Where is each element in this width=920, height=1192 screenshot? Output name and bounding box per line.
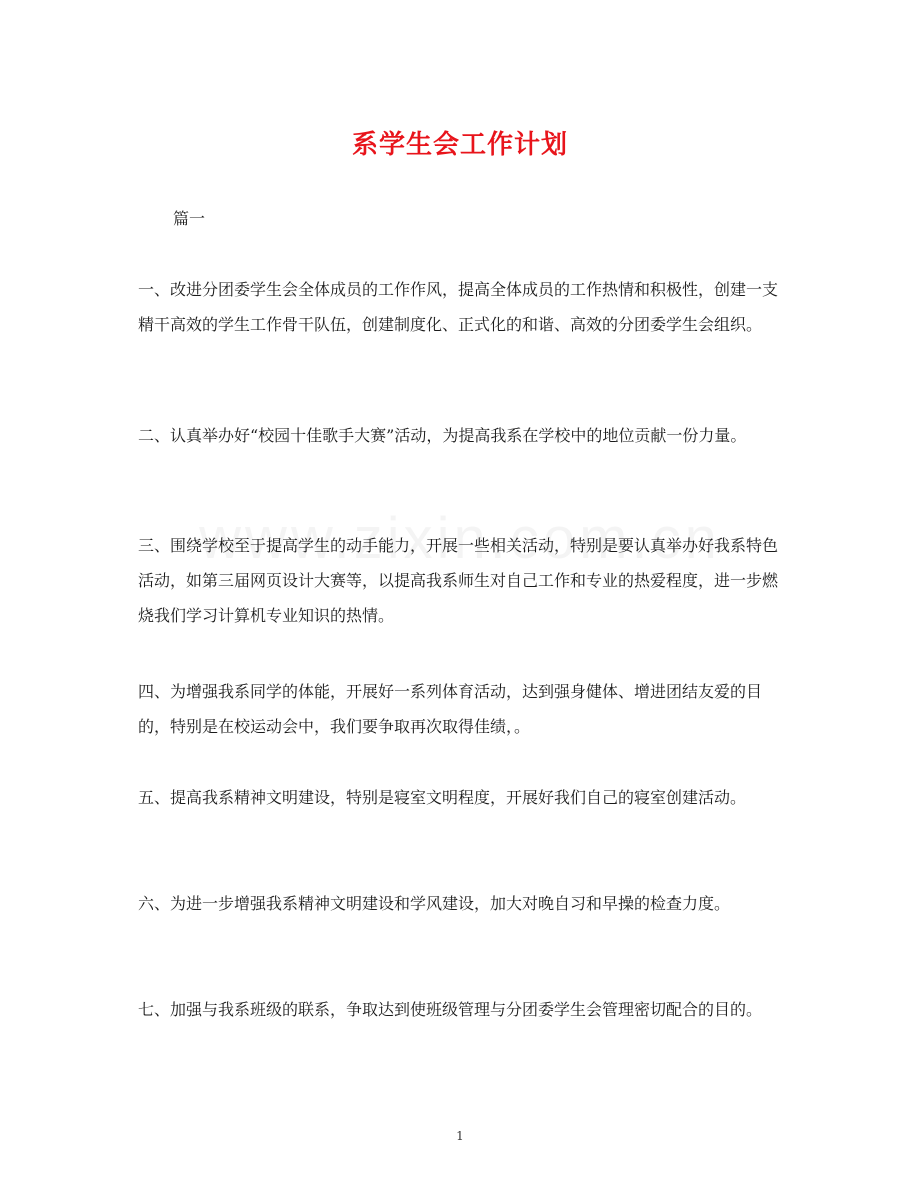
paragraph-6: 六、为进一步增强我系精神文明建设和学风建设，加大对晚自习和早操的检查力度。 <box>138 894 731 913</box>
paragraph-1: 一、改进分团委学生会全体成员的工作作风，提高全体成员的工作热情和积极性，创建一支精干高效的学生工作骨干队伍，创建制度化、正式化的和谐、高效的分团委学生会组织。 <box>138 280 779 334</box>
paragraph-2: 二、认真举办好“校园十佳歌手大赛”活动，为提高我系在学校中的地位贡献一份力量。 <box>138 426 747 445</box>
page-number: 1 <box>456 1129 464 1143</box>
section-label: 篇一 <box>173 209 206 228</box>
paragraph-4: 四、为增强我系同学的体能，开展好一系列体育活动，达到强身健体、增进团结友爱的目的，特别是在校运动会中，我们要争取再次取得佳绩，。 <box>138 682 763 736</box>
document-title: 系学生会工作计划 <box>351 130 568 160</box>
paragraph-3: 三、围绕学校至于提高学生的动手能力，开展一些相关活动，特别是要认真举办好我系特色活动，如第三届网页设计大赛等，以提高我系师生对自己工作和专业的热爱程度，进一步燃烧我们学习计算机专业知识的热情。 <box>138 536 779 625</box>
paragraph-7: 七、加强与我系班级的联系，争取达到使班级管理与分团委学生会管理密切配合的目的。 <box>138 1000 763 1019</box>
paragraph-5: 五、提高我系精神文明建设，特别是寝室文明程度，开展好我们自己的寝室创建活动。 <box>138 788 747 807</box>
